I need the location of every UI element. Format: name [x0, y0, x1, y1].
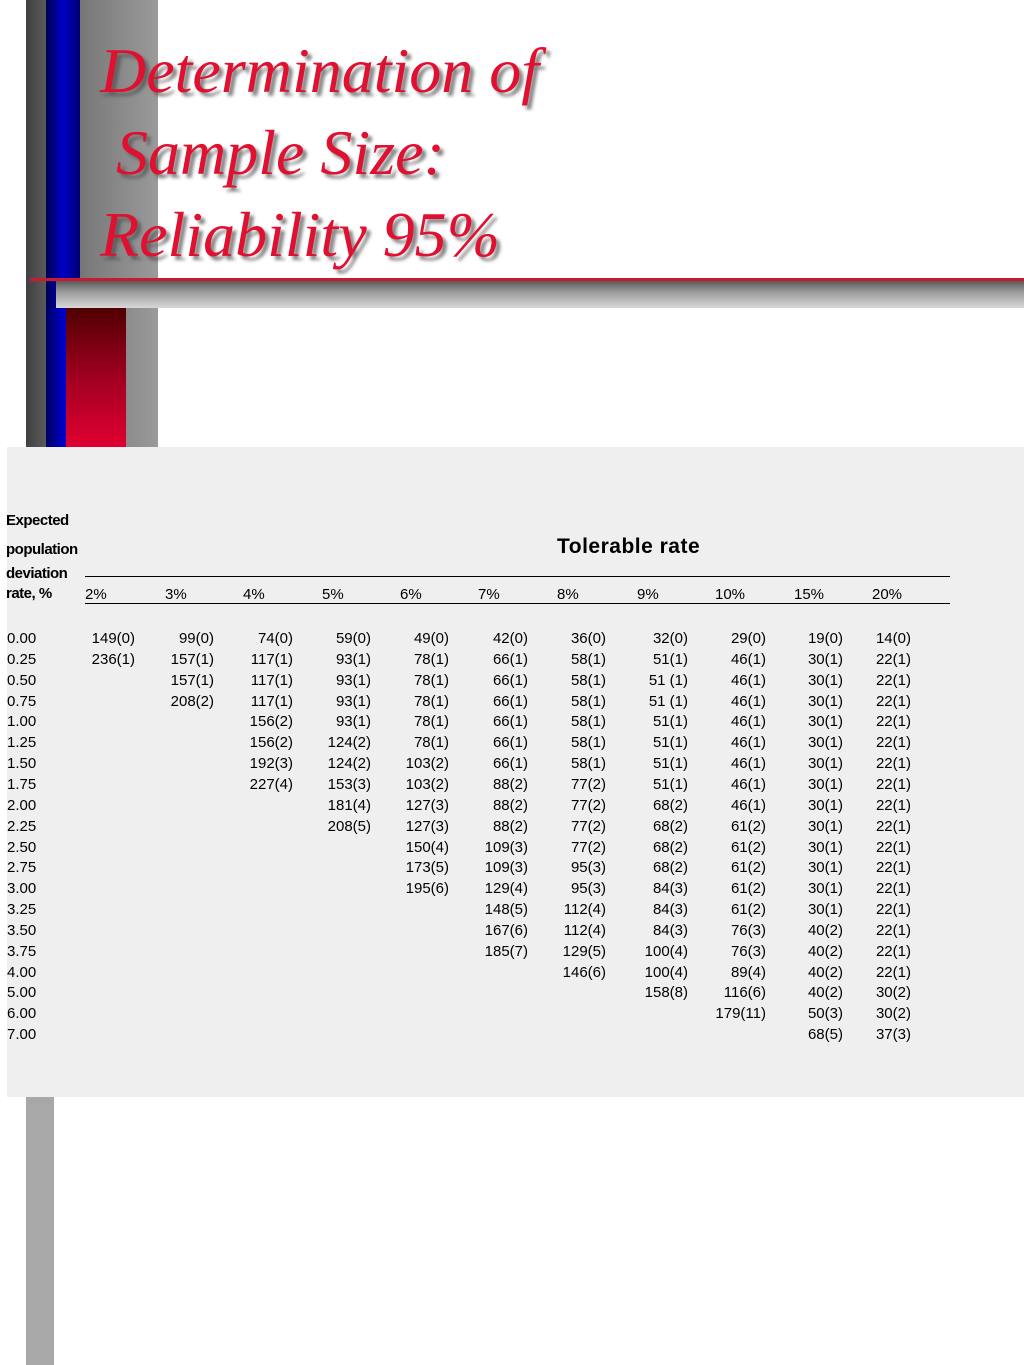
- row-header-line-2: population: [6, 541, 78, 558]
- sample-size-cell: 227(4): [249, 776, 293, 793]
- sample-size-cell: 88(2): [492, 797, 528, 814]
- sample-size-cell: 30(1): [807, 797, 843, 814]
- sample-size-cell: 58(1): [570, 713, 606, 730]
- sample-size-cell: 66(1): [492, 713, 528, 730]
- sample-size-cell: 22(1): [875, 776, 911, 793]
- sample-size-cell: 36(0): [570, 630, 606, 647]
- column-header: 15%: [794, 586, 825, 603]
- title-line-3: Reliability 95%: [100, 199, 500, 270]
- sample-size-cell: 66(1): [492, 755, 528, 772]
- sample-size-cell: 78(1): [413, 693, 449, 710]
- sample-size-cell: 66(1): [492, 734, 528, 751]
- sample-size-cell: 93(1): [335, 651, 371, 668]
- sample-size-cell: 95(3): [570, 880, 606, 897]
- sample-size-cell: 30(1): [807, 776, 843, 793]
- column-header: 4%: [243, 586, 265, 603]
- sample-size-cell: 46(1): [730, 651, 766, 668]
- sample-size-cell: 58(1): [570, 651, 606, 668]
- sample-size-cell: 68(2): [652, 797, 688, 814]
- sample-size-cell: 61(2): [730, 901, 766, 918]
- sample-size-cell: 30(1): [807, 651, 843, 668]
- sample-size-cell: 74(0): [257, 630, 293, 647]
- deviation-rate-cell: 2.75: [7, 859, 37, 876]
- sample-size-cell: 59(0): [335, 630, 371, 647]
- sample-size-cell: 78(1): [413, 734, 449, 751]
- sample-size-cell: 68(2): [652, 839, 688, 856]
- sample-size-cell: 30(1): [807, 713, 843, 730]
- column-header: 5%: [322, 586, 344, 603]
- header-rule-top: [85, 576, 950, 577]
- deviation-rate-cell: 1.50: [7, 755, 37, 772]
- deviation-rate-cell: 2.25: [7, 818, 37, 835]
- sample-size-cell: 30(1): [807, 839, 843, 856]
- sample-size-cell: 66(1): [492, 693, 528, 710]
- sample-size-cell: 51 (1): [648, 693, 688, 710]
- title-rule-shadow: [56, 281, 1024, 308]
- sample-size-cell: 77(2): [570, 776, 606, 793]
- deviation-rate-cell: 5.00: [7, 984, 37, 1001]
- sample-size-cell: 84(3): [652, 922, 688, 939]
- sample-size-cell: 22(1): [875, 713, 911, 730]
- sample-size-cell: 84(3): [652, 901, 688, 918]
- sample-size-cell: 112(4): [563, 922, 606, 939]
- sample-size-cell: 46(1): [730, 755, 766, 772]
- sample-size-cell: 40(2): [807, 922, 843, 939]
- sample-size-cell: 88(2): [492, 818, 528, 835]
- sample-size-cell: 51 (1): [648, 672, 688, 689]
- sample-size-cell: 117(1): [250, 693, 293, 710]
- deviation-rate-cell: 6.00: [7, 1005, 37, 1022]
- sample-size-cell: 58(1): [570, 672, 606, 689]
- row-header-line-4: rate, %: [6, 585, 52, 602]
- sample-size-cell: 78(1): [413, 713, 449, 730]
- column-header: 3%: [165, 586, 187, 603]
- deviation-rate-cell: 1.25: [7, 734, 37, 751]
- sample-size-cell: 146(6): [562, 964, 606, 981]
- sample-size-cell: 30(1): [807, 880, 843, 897]
- sample-size-cell: 46(1): [730, 776, 766, 793]
- sample-size-cell: 22(1): [875, 880, 911, 897]
- sample-size-cell: 30(1): [807, 859, 843, 876]
- sample-size-cell: 22(1): [875, 922, 911, 939]
- sample-size-cell: 51(1): [652, 776, 688, 793]
- sample-size-cell: 50(3): [807, 1005, 843, 1022]
- deviation-rate-cell: 3.50: [7, 922, 37, 939]
- sample-size-cell: 22(1): [875, 964, 911, 981]
- sample-size-cell: 40(2): [807, 964, 843, 981]
- sample-size-cell: 109(3): [484, 859, 528, 876]
- sample-size-cell: 167(6): [484, 922, 528, 939]
- sample-size-cell: 22(1): [875, 734, 911, 751]
- sample-size-cell: 30(1): [807, 734, 843, 751]
- column-header: 8%: [557, 586, 579, 603]
- sample-size-cell: 181(4): [327, 797, 371, 814]
- sample-size-cell: 185(7): [484, 943, 528, 960]
- decorative-gray-bar-bottom: [26, 1097, 54, 1365]
- sample-size-cell: 179(11): [715, 1005, 766, 1022]
- sample-size-cell: 30(1): [807, 901, 843, 918]
- column-header: 7%: [478, 586, 500, 603]
- sample-size-cell: 77(2): [570, 797, 606, 814]
- header-rule-bottom: [85, 603, 950, 604]
- sample-size-cell: 61(2): [730, 839, 766, 856]
- sample-size-cell: 40(2): [807, 984, 843, 1001]
- sample-size-cell: 129(4): [484, 880, 528, 897]
- sample-size-cell: 40(2): [807, 943, 843, 960]
- sample-size-cell: 99(0): [178, 630, 214, 647]
- sample-size-cell: 100(4): [644, 964, 688, 981]
- sample-size-cell: 208(2): [170, 693, 214, 710]
- title-line-2: Sample Size:: [100, 117, 445, 188]
- sample-size-cell: 30(1): [807, 755, 843, 772]
- sample-size-cell: 22(1): [875, 839, 911, 856]
- deviation-rate-cell: 1.75: [7, 776, 37, 793]
- sample-size-cell: 89(4): [730, 964, 766, 981]
- sample-size-cell: 78(1): [413, 672, 449, 689]
- sample-size-cell: 30(1): [807, 693, 843, 710]
- deviation-rate-cell: 1.00: [7, 713, 37, 730]
- sample-size-cell: 127(3): [405, 797, 449, 814]
- column-header: 10%: [715, 586, 746, 603]
- deviation-rate-cell: 0.50: [7, 672, 37, 689]
- sample-size-cell: 30(1): [807, 672, 843, 689]
- sample-size-cell: 30(2): [875, 984, 911, 1001]
- sample-size-cell: 30(2): [875, 1005, 911, 1022]
- sample-size-cell: 68(2): [652, 818, 688, 835]
- sample-size-cell: 30(1): [807, 818, 843, 835]
- sample-size-cell: 117(1): [250, 651, 293, 668]
- sample-size-cell: 76(3): [730, 943, 766, 960]
- sample-size-cell: 95(3): [570, 859, 606, 876]
- sample-size-cell: 100(4): [644, 943, 688, 960]
- deviation-rate-cell: 3.00: [7, 880, 37, 897]
- tolerable-rate-heading: Tolerable rate: [557, 535, 701, 558]
- row-header-line-1: Expected: [6, 512, 69, 529]
- sample-size-cell: 156(2): [249, 713, 293, 730]
- sample-size-cell: 46(1): [730, 672, 766, 689]
- decorative-red-bar: [66, 308, 126, 447]
- column-header: 9%: [637, 586, 659, 603]
- column-header: 20%: [872, 586, 903, 603]
- sample-size-cell: 116(6): [723, 984, 766, 1001]
- sample-size-cell: 22(1): [875, 672, 911, 689]
- sample-size-cell: 68(5): [807, 1026, 843, 1043]
- sample-size-cell: 29(0): [730, 630, 766, 647]
- sample-size-cell: 157(1): [170, 651, 214, 668]
- sample-size-cell: 103(2): [405, 755, 449, 772]
- sample-size-cell: 93(1): [335, 713, 371, 730]
- sample-size-cell: 51(1): [652, 651, 688, 668]
- sample-size-cell: 51(1): [652, 713, 688, 730]
- title-line-1: Determination of: [100, 35, 540, 106]
- sample-size-cell: 46(1): [730, 797, 766, 814]
- sample-size-cell: 58(1): [570, 734, 606, 751]
- sample-size-cell: 14(0): [875, 630, 911, 647]
- sample-size-cell: 61(2): [730, 880, 766, 897]
- deviation-rate-cell: 7.00: [7, 1026, 37, 1043]
- sample-size-cell: 22(1): [875, 901, 911, 918]
- sample-size-cell: 76(3): [730, 922, 766, 939]
- sample-size-cell: 58(1): [570, 693, 606, 710]
- sample-size-cell: 103(2): [405, 776, 449, 793]
- sample-size-table-panel: [7, 447, 1024, 1097]
- sample-size-cell: 236(1): [91, 651, 135, 668]
- sample-size-cell: 78(1): [413, 651, 449, 668]
- sample-size-cell: 195(6): [405, 880, 449, 897]
- sample-size-cell: 112(4): [563, 901, 606, 918]
- sample-size-cell: 49(0): [413, 630, 449, 647]
- column-header: 2%: [85, 586, 107, 603]
- sample-size-cell: 192(3): [249, 755, 293, 772]
- sample-size-cell: 117(1): [250, 672, 293, 689]
- deviation-rate-cell: 0.25: [7, 651, 37, 668]
- deviation-rate-cell: 0.00: [7, 630, 37, 647]
- sample-size-cell: 22(1): [875, 818, 911, 835]
- sample-size-cell: 157(1): [170, 672, 214, 689]
- sample-size-cell: 37(3): [875, 1026, 911, 1043]
- sample-size-cell: 124(2): [327, 734, 371, 751]
- sample-size-cell: 22(1): [875, 943, 911, 960]
- sample-size-cell: 46(1): [730, 734, 766, 751]
- deviation-rate-cell: 3.25: [7, 901, 37, 918]
- column-header: 6%: [400, 586, 422, 603]
- sample-size-cell: 66(1): [492, 672, 528, 689]
- sample-size-cell: 22(1): [875, 693, 911, 710]
- sample-size-cell: 22(1): [875, 859, 911, 876]
- sample-size-cell: 46(1): [730, 693, 766, 710]
- sample-size-cell: 158(8): [644, 984, 688, 1001]
- sample-size-cell: 150(4): [405, 839, 449, 856]
- sample-size-cell: 42(0): [492, 630, 528, 647]
- sample-size-cell: 208(5): [327, 818, 371, 835]
- sample-size-cell: 173(5): [405, 859, 449, 876]
- sample-size-cell: 84(3): [652, 880, 688, 897]
- decorative-blue-bar-lower: [46, 308, 66, 447]
- slide-title: [100, 30, 539, 276]
- sample-size-cell: 93(1): [335, 672, 371, 689]
- sample-size-cell: 149(0): [91, 630, 135, 647]
- sample-size-cell: 77(2): [570, 818, 606, 835]
- row-header-line-3: deviation: [6, 565, 68, 582]
- sample-size-cell: 88(2): [492, 776, 528, 793]
- sample-size-cell: 22(1): [875, 651, 911, 668]
- sample-size-cell: 148(5): [484, 901, 528, 918]
- sample-size-cell: 22(1): [875, 755, 911, 772]
- sample-size-cell: 156(2): [249, 734, 293, 751]
- deviation-rate-cell: 2.50: [7, 839, 37, 856]
- sample-size-cell: 124(2): [327, 755, 371, 772]
- sample-size-cell: 129(5): [562, 943, 606, 960]
- sample-size-cell: 109(3): [484, 839, 528, 856]
- sample-size-cell: 68(2): [652, 859, 688, 876]
- sample-size-cell: 22(1): [875, 797, 911, 814]
- deviation-rate-cell: 0.75: [7, 693, 37, 710]
- sample-size-cell: 61(2): [730, 818, 766, 835]
- sample-size-cell: 77(2): [570, 839, 606, 856]
- sample-size-cell: 58(1): [570, 755, 606, 772]
- sample-size-cell: 61(2): [730, 859, 766, 876]
- deviation-rate-cell: 3.75: [7, 943, 37, 960]
- sample-size-cell: 66(1): [492, 651, 528, 668]
- sample-size-cell: 32(0): [652, 630, 688, 647]
- sample-size-cell: 127(3): [405, 818, 449, 835]
- title-rule: [30, 278, 1024, 281]
- sample-size-cell: 46(1): [730, 713, 766, 730]
- deviation-rate-cell: 2.00: [7, 797, 37, 814]
- sample-size-cell: 93(1): [335, 693, 371, 710]
- deviation-rate-cell: 4.00: [7, 964, 37, 981]
- sample-size-cell: 51(1): [652, 734, 688, 751]
- sample-size-cell: 51(1): [652, 755, 688, 772]
- sample-size-cell: 19(0): [807, 630, 843, 647]
- sample-size-cell: 153(3): [327, 776, 371, 793]
